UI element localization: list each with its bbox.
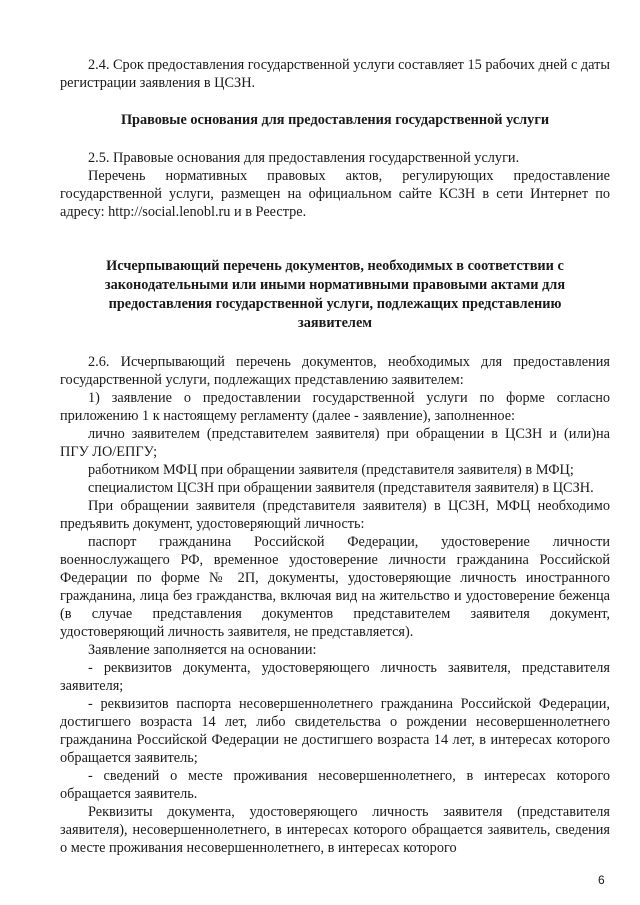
list-item-residence: - сведений о месте проживания несовершеннолетнего, в интересах которого обращается заявитель. — [60, 768, 610, 802]
paragraph-requisites: Реквизиты документа, удостоверяющего личность заявителя (представителя заявителя), несовершеннолетнего, в интересах которого обращается заявитель, сведения о месте проживания несовершеннолетнего, в интересах которого — [60, 804, 610, 856]
list-item-id-details: - реквизитов документа, удостоверяющего личность заявителя, представителя заявителя; — [60, 660, 610, 694]
paragraph-mfc-worker: работником МФЦ при обращении заявителя (представителя заявителя) в МФЦ; — [88, 462, 574, 478]
spacer — [60, 92, 610, 111]
paragraph-2-5: 2.5. Правовые основания для предоставления государственной услуги. — [88, 150, 520, 166]
paragraph-present-id: При обращении заявителя (представителя заявителя) в ЦСЗН, МФЦ необходимо предъявить документ, удостоверяющий личность: — [60, 498, 610, 532]
paragraph-2-6: 2.6. Исчерпывающий перечень документов, необходимых для предоставления государственной услуги, подлежащих представлению заявителем: — [60, 354, 610, 388]
heading-legal-grounds: Правовые основания для предоставления государственной услуги — [120, 112, 550, 128]
paragraph-application: 1) заявление о предоставлении государственной услуги по форме согласно приложению 1 к настоящему регламенту (далее - заявление), заполненное: — [60, 390, 610, 424]
paragraph-id-documents: паспорт гражданина Российской Федерации, удостоверение личности военнослужащего РФ, временное удостоверение личности гражданина Российской Федерации по форме № 2П, документы, удостоверяющие личность иностранного гражданина, лица без гражданства, включая вид на жительство и удостоверение беженца (в случае представления документов представителем заявителя документ, удостоверяющий личность заявителя, не представляется). — [60, 534, 610, 640]
spacer — [60, 221, 610, 257]
document-page — [60, 56, 610, 857]
paragraph-filled-based-on: Заявление заполняется на основании: — [88, 642, 317, 658]
paragraph-personally: лично заявителем (представителем заявителя) при обращении в ЦСЗН и (или)на ПГУ ЛО/ЕПГУ; — [60, 426, 610, 460]
page-number: 6 — [598, 873, 605, 887]
paragraph-2-4: 2.4. Срок предоставления государственной услуги составляет 15 рабочих дней с даты регистрации заявления в ЦСЗН. — [60, 57, 610, 91]
list-item-passport-details: - реквизитов паспорта несовершеннолетнего гражданина Российской Федерации, достигшего возраста 14 лет, либо свидетельства о рождении несовершеннолетнего гражданина Российской Федерации не достигшего возраста 14 лет, в интересах которого обращается заявитель; — [60, 696, 610, 766]
paragraph-legal-acts: Перечень нормативных правовых актов, регулирующих предоставление государственной услуги, размещен на официальном сайте КСЗН в сети Интернет по адресу: http://social.lenobl.ru и в Реестре. — [60, 168, 610, 220]
spacer — [60, 333, 610, 353]
spacer — [60, 130, 610, 149]
heading-documents-list: Исчерпывающий перечень документов, необходимых в соответствии с законодательными или иными нормативными правовыми актами для предоставления государственной услуги, подлежащих представлению заявителем — [104, 258, 566, 331]
paragraph-cszn-specialist: специалистом ЦСЗН при обращении заявителя (представителя заявителя) в ЦСЗН. — [88, 480, 594, 496]
